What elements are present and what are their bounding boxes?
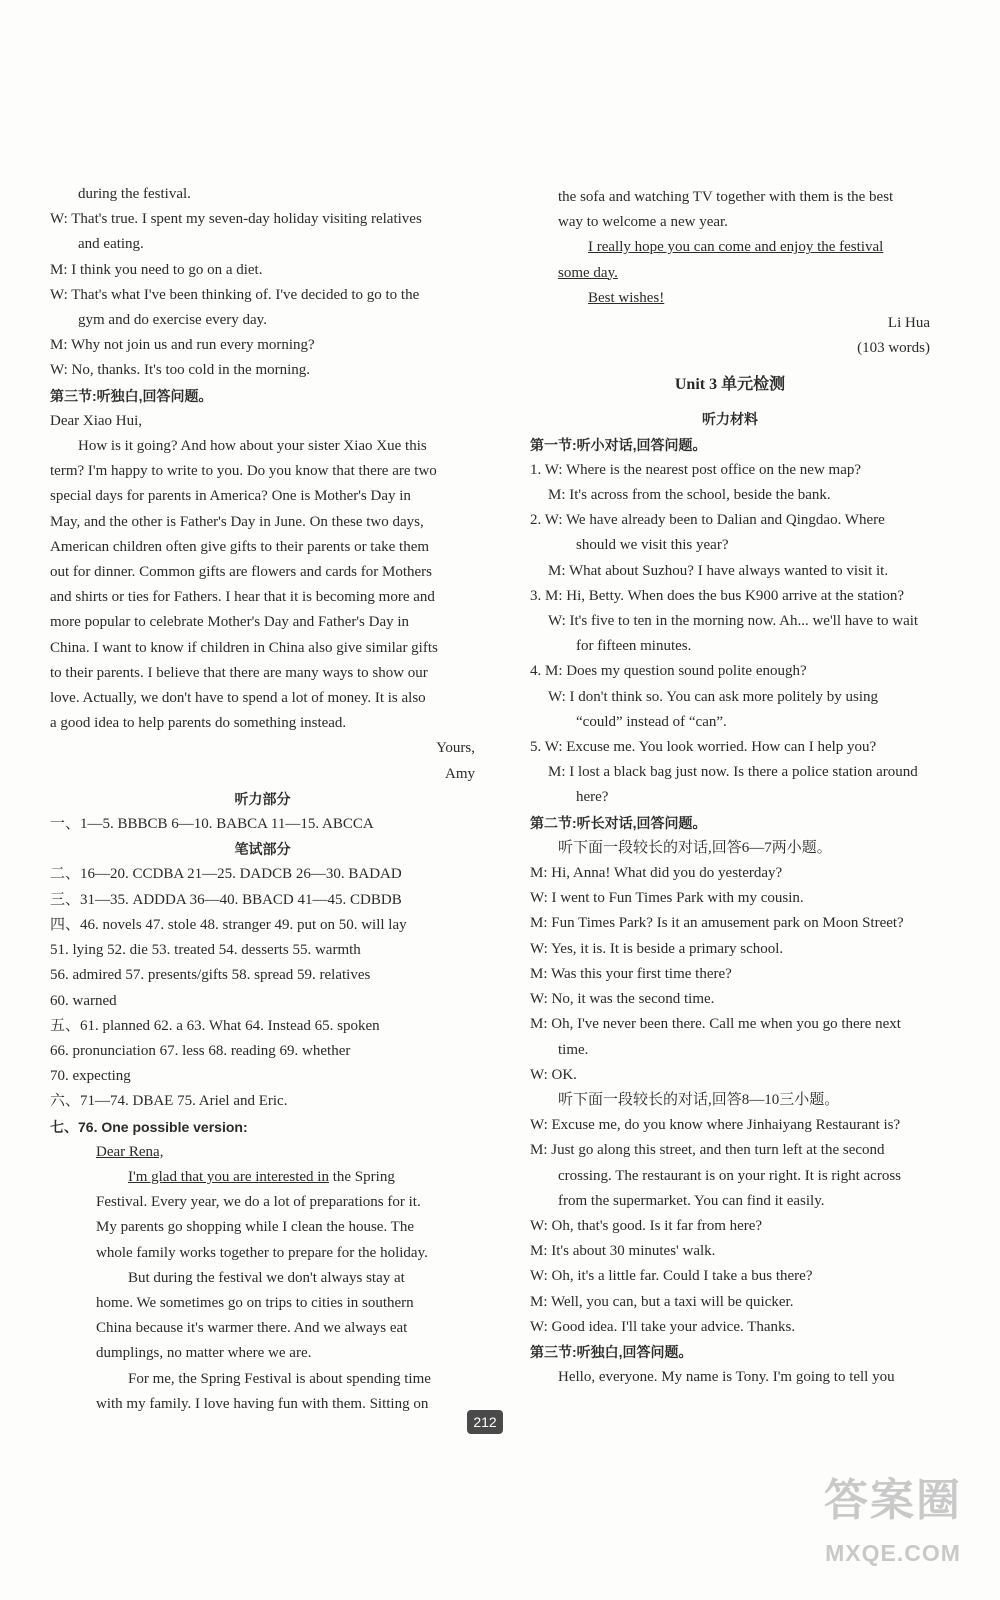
letter-line: American children often give gifts to their parents or take them <box>50 538 430 555</box>
watermark-logo <box>808 1466 978 1591</box>
essay-text: the sofa and watching TV together with them is the best <box>558 189 894 205</box>
essay-signature: Li Hua <box>887 315 930 332</box>
section-heading: 听力材料 <box>702 411 758 428</box>
dialogue-line: M: Hi, Anna! What did you do yesterday? <box>530 865 783 882</box>
dialogue-line: W: No, it was the second time. <box>530 991 715 1008</box>
dialogue-line: time. <box>558 1041 589 1058</box>
dialogue-line: W: Yes, it is. It is beside a primary school. <box>530 940 784 957</box>
dialogue-line: “could” instead of “can”. <box>576 713 727 730</box>
essay-line: home. We sometimes go on trips to cities in southern <box>96 1294 414 1311</box>
essay-line <box>50 1266 475 1291</box>
essay-line: China because it's warmer there. And we always eat <box>96 1320 408 1337</box>
letter-line: May, and the other is Father's Day in June. On these two days, <box>50 513 424 530</box>
essay-line <box>530 185 930 210</box>
answer-line: 66. pronunciation 67. less 68. reading 69. whether <box>50 1042 351 1059</box>
unit-title: Unit 3 单元检测 <box>674 376 786 394</box>
letter-line: out for dinner. Common gifts are flowers and cards for Mothers <box>50 564 432 581</box>
dialogue-line: M: It's about 30 minutes' walk. <box>530 1243 716 1260</box>
letter-line: China. I want to know if children in China also give similar gifts <box>50 639 438 656</box>
dialogue-line: should we visit this year? <box>576 537 729 554</box>
dialogue-line: W: Oh, it's a little far. Could I take a bus there? <box>530 1268 813 1285</box>
watermark-top: 答案圈 <box>824 1476 962 1525</box>
section-heading: 第三节:听独白,回答问题。 <box>50 387 213 404</box>
dialogue-line: M: I lost a black bag just now. Is there a police station around <box>548 764 918 781</box>
letter-line: How is it going? And how about your sister Xiao Xue this <box>78 438 427 455</box>
dialogue-line: W: That's what I've been thinking of. I've decided to go to the <box>50 286 420 303</box>
dialogue-line: crossing. The restaurant is on your right. It is right across <box>558 1167 901 1184</box>
dialogue-line: M: Oh, I've never been there. Call me when you go there next <box>530 1016 901 1033</box>
essay-line <box>530 235 930 260</box>
dialogue-line: M: Fun Times Park? Is it an amusement park on Moon Street? <box>530 915 904 932</box>
letter-closing: Yours, <box>436 740 475 757</box>
answer-line: 51. lying 52. die 53. treated 54. desserts 55. warmth <box>50 942 361 959</box>
essay-underlined: I'm glad that you are interested in <box>128 1168 329 1185</box>
dialogue-line: 4. M: Does my question sound polite enough? <box>530 663 807 680</box>
answer-line: 四、46. novels 47. stole 48. stranger 49. put on 50. will lay <box>50 916 407 933</box>
essay-closing <box>530 286 930 311</box>
letter-signature: Amy <box>445 765 475 782</box>
answer-heading: 七、76. One possible version: <box>50 1118 248 1135</box>
dialogue-line: M: Well, you can, but a taxi will be quicker. <box>530 1293 794 1310</box>
letter-line: term? I'm happy to write to you. Do you know that there are two <box>50 463 437 480</box>
text-line: gym and do exercise every day. <box>78 312 267 329</box>
essay-line: My parents go shopping while I clean the house. The <box>96 1219 414 1236</box>
section-heading: 听力部分 <box>234 790 291 807</box>
dialogue-line: W: That's true. I spent my seven-day holiday visiting relatives <box>50 211 422 228</box>
dialogue-line: 5. W: Excuse me. You look worried. How can I help you? <box>530 739 877 756</box>
essay-line <box>530 210 930 235</box>
dialogue-line: W: I don't think so. You can ask more politely by using <box>548 688 879 705</box>
letter-line: more popular to celebrate Mother's Day and Father's Day in <box>50 614 410 631</box>
dialogue-line: W: I went to Fun Times Park with my cousin. <box>530 890 804 907</box>
essay-underlined: Best wishes! <box>588 289 665 306</box>
essay-salutation: Dear Rena, <box>96 1143 164 1160</box>
dialogue-line: 3. M: Hi, Betty. When does the bus K900 arrive at the station? <box>530 587 905 604</box>
letter-salutation: Dear Xiao Hui, <box>50 412 143 429</box>
instruction-line: 听下面一段较长的对话,回答8—10三小题。 <box>558 1091 840 1108</box>
letter-line: love. Actually, we don't have to spend a lot of money. It is also <box>50 690 426 707</box>
answer-line: 56. admired 57. presents/gifts 58. spread 59. relatives <box>50 967 371 984</box>
dialogue-line: M: It's across from the school, beside the bank. <box>548 487 831 504</box>
page-number: 212 <box>467 1410 503 1434</box>
essay-underlined: some day. <box>558 264 618 281</box>
dialogue-line: W: It's five to ten in the morning now. Ah... we'll have to wait <box>548 613 919 630</box>
dialogue-line: here? <box>576 789 609 806</box>
answer-line: 六、71—74. DBAE 75. Ariel and Eric. <box>50 1093 288 1110</box>
dialogue-line: W: Oh, that's good. Is it far from here? <box>530 1217 763 1234</box>
section-heading: 第二节:听长对话,回答问题。 <box>530 814 707 831</box>
essay-line: whole family works together to prepare for the holiday. <box>96 1244 428 1261</box>
answer-line: 70. expecting <box>50 1068 131 1085</box>
dialogue-line: M: Was this your first time there? <box>530 965 732 982</box>
answer-line: 三、31—35. ADDDA 36—40. BBACD 41—45. CDBDB <box>50 891 402 908</box>
dialogue-line: M: I think you need to go on a diet. <box>50 261 263 278</box>
dialogue-line: 1. W: Where is the nearest post office on the new map? <box>530 461 862 478</box>
text-line: during the festival. <box>78 186 191 202</box>
dialogue-line: W: Excuse me, do you know where Jinhaiyang Restaurant is? <box>530 1117 901 1134</box>
answer-line: 60. warned <box>50 992 117 1009</box>
section-heading: 笔试部分 <box>234 841 291 858</box>
answer-line: 一、1—5. BBBCB 6—10. BABCA 11—15. ABCCA <box>50 816 374 833</box>
monologue-line: Hello, everyone. My name is Tony. I'm going to tell you <box>558 1369 895 1386</box>
dialogue-line: 2. W: We have already been to Dalian and Qingdao. Where <box>530 512 885 529</box>
essay-text: way to welcome a new year. <box>558 214 728 231</box>
dialogue-line: W: Good idea. I'll take your advice. Thanks. <box>530 1318 796 1335</box>
letter-line: special days for parents in America? One is Mother's Day in <box>50 488 411 505</box>
essay-line <box>50 1367 475 1392</box>
right-column <box>530 185 930 1390</box>
instruction-line: 听下面一段较长的对话,回答6—7两小题。 <box>558 839 832 856</box>
answer-line: 五、61. planned 62. a 63. What 64. Instead 65. spoken <box>50 1017 380 1034</box>
letter-line: to their parents. I believe that there are many ways to show our <box>50 664 428 681</box>
dialogue-line: for fifteen minutes. <box>576 638 692 655</box>
letter-line: and shirts or ties for Fathers. I hear that it is becoming more and <box>50 589 435 606</box>
essay-text: But during the festival we don't always stay at <box>128 1269 405 1286</box>
essay-line <box>50 1165 475 1190</box>
left-column <box>50 182 475 1417</box>
answer-line: 二、16—20. CCDBA 21—25. DADCB 26—30. BADAD <box>50 866 402 883</box>
watermark-bottom: MXQE.COM <box>825 1540 961 1566</box>
essay-line: dumplings, no matter where we are. <box>96 1345 312 1362</box>
letter-line: a good idea to help parents do something instead. <box>50 715 347 732</box>
word-count: (103 words) <box>857 340 930 357</box>
dialogue-line: W: No, thanks. It's too cold in the morning. <box>50 362 311 379</box>
dialogue-line: M: Why not join us and run every morning? <box>50 337 315 354</box>
essay-line: Festival. Every year, we do a lot of preparations for it. <box>96 1194 421 1211</box>
dialogue-line: M: Just go along this street, and then turn left at the second <box>530 1142 885 1159</box>
dialogue-line: W: OK. <box>530 1066 577 1083</box>
essay-line: with my family. I love having fun with them. Sitting on <box>96 1395 429 1412</box>
dialogue-line: M: What about Suzhou? I have always wanted to visit it. <box>548 562 889 579</box>
section-heading: 第三节:听独白,回答问题。 <box>530 1343 693 1360</box>
essay-underlined: I really hope you can come and enjoy the festival <box>588 239 884 256</box>
essay-text: For me, the Spring Festival is about spending time <box>128 1370 431 1387</box>
essay-line <box>530 261 930 286</box>
dialogue-line: from the supermarket. You can find it easily. <box>558 1192 825 1209</box>
text-line: and eating. <box>78 236 144 253</box>
section-heading: 第一节:听小对话,回答问题。 <box>530 436 707 453</box>
essay-text: the Spring <box>328 1168 395 1185</box>
